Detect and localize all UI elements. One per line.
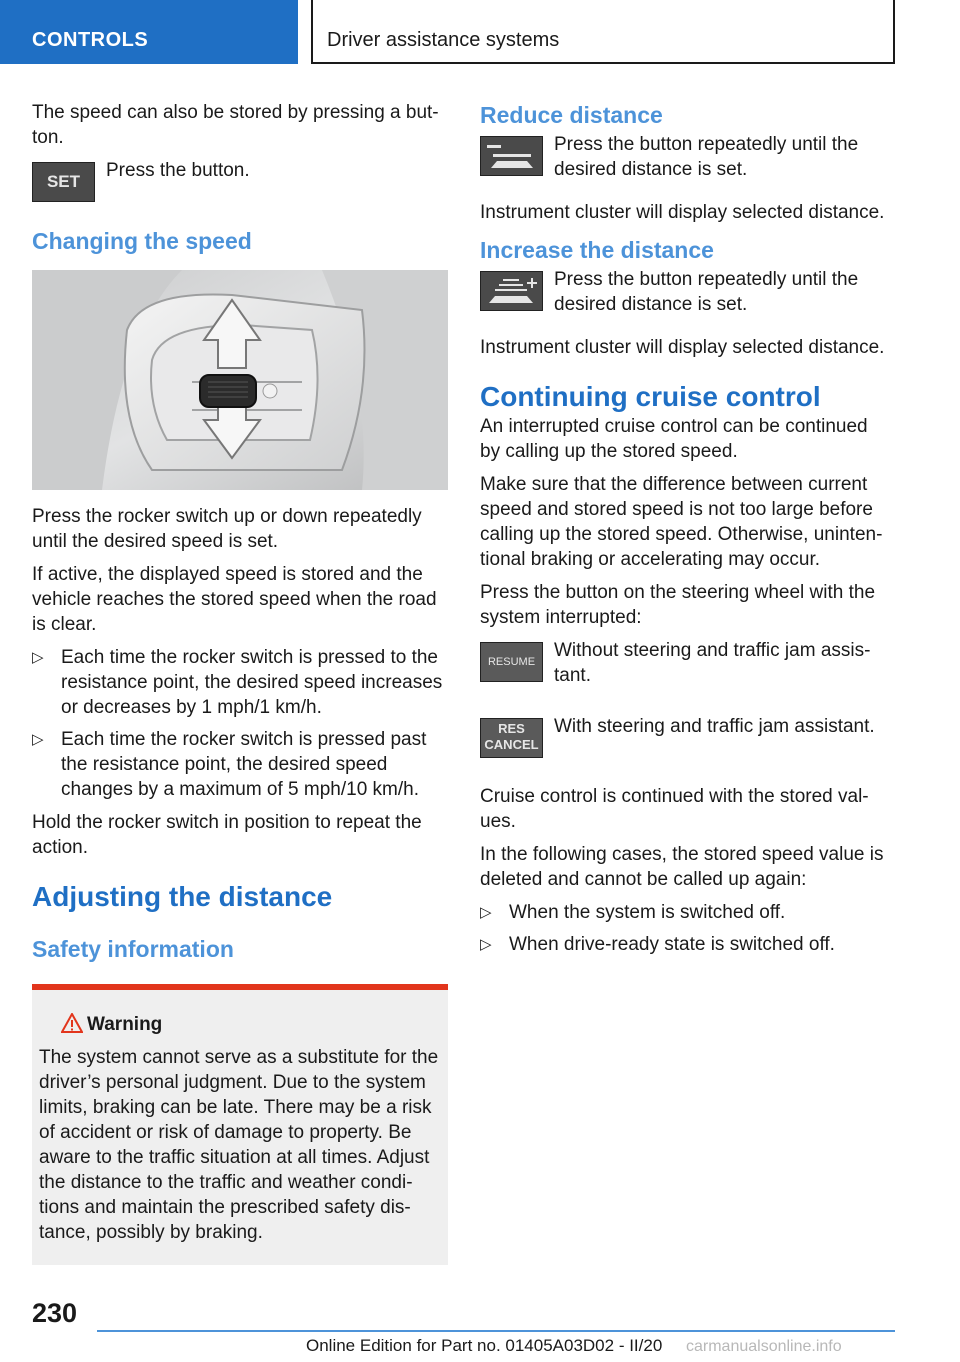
list-item: ▷ When drive-ready state is switched off. [480,934,835,955]
edition-text: Online Edition for Part no. 01405A03D02 - II/20 [306,1336,663,1355]
reduce-distance-note: Instrument cluster will display selected distance. [480,202,885,223]
triangle-bullet-icon: ▷ [32,649,44,666]
increase-distance-button-icon [480,271,543,311]
page-number: 230 [32,1298,78,1328]
continue-paragraph-2: Make sure that the difference between current speed and stored speed is not too large before calling up the stored speed. Otherwise, uninten-tional braking or accelerating may occur. [480,474,883,570]
section-title: CONTROLS [32,29,149,51]
warning-triangle-icon [61,1013,83,1040]
increase-distance-row [480,267,892,327]
changing-speed-heading: Changing the speed [32,228,252,254]
reduce-distance-button-icon [480,136,543,176]
list-item: ▷ Each time the rocker switch is pressed to the resistance point, the desired speed increases or decreases by 1 mph/1 km/h. [32,647,443,718]
increase-distance-text: Press the button repeatedly until the desired distance is set. [554,269,859,315]
resume-button-row [480,638,892,698]
resume-button-label: RESUME [487,656,536,668]
set-button-label: SET [46,172,81,191]
continuing-cruise-control-heading: Continuing cruise control [480,381,821,412]
set-button-row [32,158,448,218]
warning-text: The system cannot serve as a substitute for the driver’s personal judgment. Due to the system limits, braking can be late. There may be a risk of accident or risk of damage to property. Be aware to the traffic situation at all times. Adjust the distance to the traffic and weather condi-tions and maintain the prescribed safety dis-tance, possibly by braking. [39,1047,439,1243]
speed-bullets [32,645,448,802]
res-cancel-button-text: With steering and traffic jam assistant. [554,716,875,737]
chapter-tab [311,0,895,64]
warning-box [32,984,448,1265]
continue-paragraph-1: An interrupted cruise control can be continued by calling up the stored speed. [480,416,868,462]
triangle-bullet-icon: ▷ [480,904,492,921]
safety-information-heading: Safety information [32,936,234,962]
continue-paragraph-3: Press the button on the steering wheel with the system interrupted: [480,582,876,628]
watermark-text: carmanualsonline.info [686,1338,842,1355]
section-tab [0,0,298,64]
continue-paragraph-5: In the following cases, the stored speed value is deleted and cannot be called up again: [480,844,884,890]
intro-paragraph: The speed can also be stored by pressing a but-ton. [32,102,439,148]
res-label: RES [498,721,525,736]
adjusting-distance-heading: Adjusting the distance [32,881,333,912]
left-column [32,100,448,1265]
list-item: ▷ Each time the rocker switch is pressed past the resistance point, the desired speed changes by a maximum of 5 mph/10 km/h. [32,729,427,800]
resume-button-text: Without steering and traffic jam assis-tant. [554,640,871,686]
cancel-label: CANCEL [484,737,539,752]
resume-button-icon [480,642,543,682]
triangle-bullet-icon: ▷ [32,731,44,748]
reduce-distance-row [480,132,892,192]
chapter-title: Driver assistance systems [327,29,560,51]
deleted-cases-bullets [480,900,892,957]
continue-paragraph-4: Cruise control is continued with the stored val-ues. [480,786,869,832]
set-button-text: Press the button. [106,160,250,181]
reduce-distance-text: Press the button repeatedly until the desired distance is set. [554,134,859,180]
footer-divider [97,1330,895,1332]
reduce-distance-heading: Reduce distance [480,102,663,128]
increase-distance-heading: Increase the distance [480,237,714,263]
hold-paragraph: Hold the rocker switch in position to repeat the action. [32,812,422,858]
list-item: ▷ When the system is switched off. [480,902,786,923]
right-column [480,100,892,965]
res-cancel-button-icon [480,718,543,758]
steering-wheel-rocker-switch-image [32,270,448,490]
rocker-paragraph: Press the rocker switch up or down repeatedly until the desired speed is set. [32,506,422,552]
increase-distance-note: Instrument cluster will display selected distance. [480,337,885,358]
set-button-icon [32,162,95,202]
warning-title: Warning [39,1012,441,1037]
res-cancel-button-row [480,714,892,774]
active-paragraph: If active, the displayed speed is stored and the vehicle reaches the stored speed when the road is clear. [32,564,437,635]
triangle-bullet-icon: ▷ [480,936,492,953]
